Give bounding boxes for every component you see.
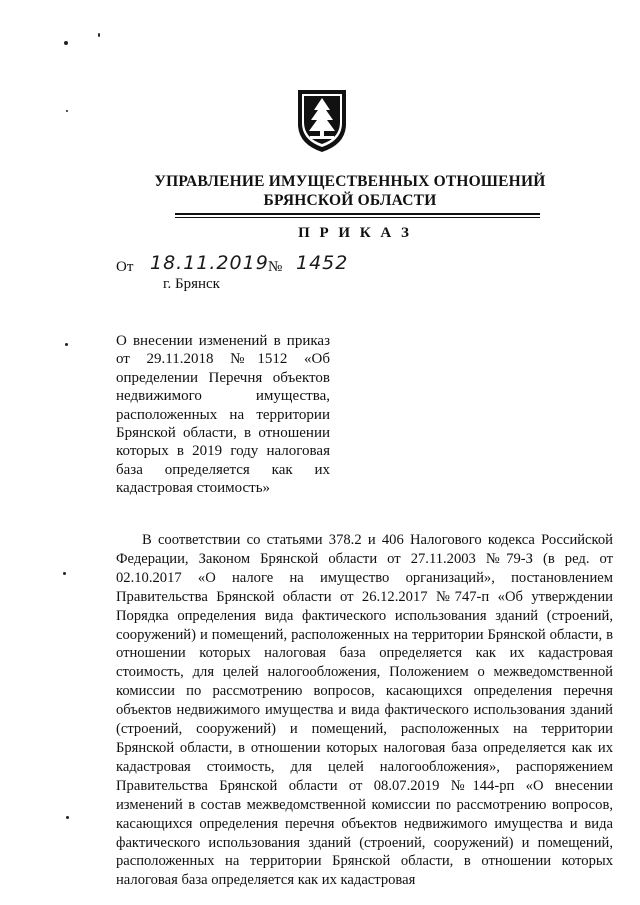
org-line-2: БРЯНСКОЙ ОБЛАСТИ	[263, 192, 437, 209]
header-rule-thin	[175, 217, 540, 218]
scan-mark	[64, 41, 68, 45]
order-subject: О внесении изменений в приказ от 29.11.2018 №1512 «Об определении Перечня объектов недвижимого имущества, расположенных на территории Брянской области, в отношении которых в 2019 году налоговая база определяется как их кадастровая стоимость»	[116, 333, 330, 497]
order-body-paragraph: В соответствии со статьями 378.2 и 406 Налогового кодекса Российской Федерации, Законом Брянской области от 27.11.2003 №79-З (в ред. от 02.10.2017 «О налоге на имущество организаций», постановлением Правительства Брянской области от 26.12.2017 №747-п «Об утверждении Порядка определения вида фактического использования зданий (строений, сооружений) и помещений, расположенных на территории Брянской области, в отношении которых налоговая база определяется как их кадастровая стоимость, для целей налогообложения, Положением о межведомственной комиссии по рассмотрению вопросов, касающихся определения перечня объектов недвижимого имущества и вида фактического использования зданий (строений, сооружений) и помещений, расположенных на территории Брянской области, в отношении которых налоговая база определяется как их кадастровая стоимость, для целей налогообложения», распоряжением Правительства Брянской области от 08.07.2019 №144-рп «О внесении изменений в состав межведомственной комиссии по рассмотрению вопросов, касающихся определения перечня объектов недвижимого имущества и вида фактического использования зданий (строений, сооружений) и помещений, расположенных на территории Брянской области, в отношении которых налоговая база определяется как их кадастровая	[116, 532, 613, 889]
scan-mark	[63, 572, 66, 575]
header-rule-thick	[175, 213, 540, 215]
scan-mark	[98, 33, 100, 37]
document-type-title: П Р И К А З	[298, 225, 412, 241]
number-label: №	[268, 259, 283, 275]
coat-of-arms-emblem	[294, 86, 350, 154]
handwritten-date: 18.11.2019	[150, 252, 269, 274]
org-line-1: УПРАВЛЕНИЕ ИМУЩЕСТВЕННЫХ ОТНОШЕНИЙ	[154, 173, 546, 190]
from-label: От	[116, 259, 134, 275]
scan-mark	[66, 816, 69, 819]
organization-name	[130, 172, 570, 210]
handwritten-number: 1452	[296, 252, 349, 274]
scan-mark	[65, 343, 68, 346]
city-name: г. Брянск	[163, 276, 220, 292]
scan-mark	[66, 110, 68, 112]
